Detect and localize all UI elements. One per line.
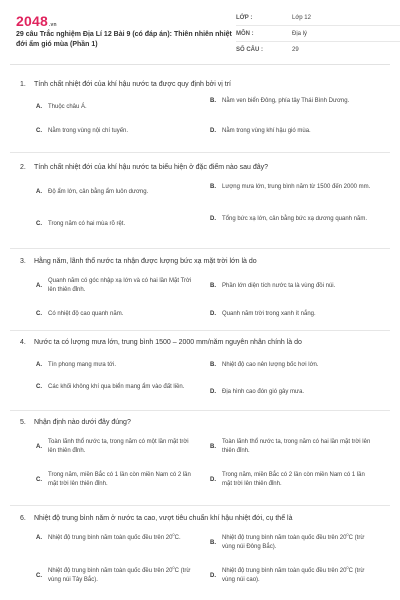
meta-table bbox=[236, 10, 400, 57]
option-text: Nhiệt độ cao nên lượng bốc hơi lớn. bbox=[222, 362, 319, 368]
question-text: Tính chất nhiệt đới của khí hậu nước ta biểu hiện ở đặc điểm nào sau đây? bbox=[34, 164, 269, 171]
degree-superscript: 0 bbox=[172, 565, 175, 570]
option-text bbox=[222, 567, 372, 585]
option-b[interactable] bbox=[210, 97, 372, 106]
option-c[interactable] bbox=[36, 567, 198, 585]
option-text bbox=[48, 567, 198, 585]
option-letter: A. bbox=[36, 189, 42, 195]
option-text-main: Nhiệt độ trung bình năm toàn quốc đều trên 20 bbox=[48, 535, 173, 541]
option-a[interactable] bbox=[36, 438, 198, 456]
option-c[interactable] bbox=[36, 383, 198, 392]
divider bbox=[10, 410, 390, 411]
option-text-main: Nhiệt độ trung bình năm toàn quốc đều trên 20 bbox=[222, 568, 347, 574]
question-number: 5. bbox=[20, 419, 26, 426]
option-text: Có nhiệt độ cao quanh năm. bbox=[48, 311, 124, 317]
option-text: Phần lớn diện tích nước ta là vùng đồi núi. bbox=[222, 283, 336, 289]
option-letter: A. bbox=[36, 282, 42, 289]
option-letter: A. bbox=[36, 535, 42, 541]
question-text: Hằng năm, lãnh thổ nước ta nhận được lượng bức xạ mặt trời lớn là do bbox=[34, 258, 257, 265]
question-3 bbox=[10, 257, 390, 330]
option-letter: C. bbox=[36, 476, 42, 483]
option-text: Toàn lãnh thổ nước ta, trong năm có hai lần mặt trời lên thiên đỉnh. bbox=[222, 439, 371, 454]
option-d[interactable] bbox=[210, 127, 372, 136]
question-text: Tính chất nhiệt đới của khí hậu nước ta được quy định bởi vị trí bbox=[34, 81, 231, 88]
option-letter: D. bbox=[210, 572, 216, 579]
meta-value: Lớp 12 bbox=[292, 14, 311, 21]
meta-value: 29 bbox=[292, 46, 299, 53]
question-2 bbox=[10, 163, 390, 240]
option-c[interactable] bbox=[36, 310, 198, 319]
question-text: Nhận định nào dưới đây đúng? bbox=[34, 419, 131, 426]
option-text: Toàn lãnh thổ nước ta, trong năm có một lần mặt trời lên thiên đỉnh. bbox=[48, 439, 189, 454]
option-letter: D. bbox=[210, 311, 216, 317]
question-number: 1. bbox=[20, 81, 26, 88]
option-text: Trong năm có hai mùa rõ rệt. bbox=[48, 221, 126, 227]
option-text: Thuộc châu Á. bbox=[48, 104, 87, 110]
option-a[interactable] bbox=[36, 188, 198, 197]
option-text: Độ ẩm lớn, cân bằng ẩm luôn dương. bbox=[48, 189, 149, 195]
divider bbox=[10, 330, 390, 331]
meta-label: MÔN : bbox=[236, 30, 254, 37]
option-letter: A. bbox=[36, 104, 42, 110]
meta-label: SỐ CÂU : bbox=[236, 46, 263, 53]
option-text-main: Nhiệt độ trung bình năm toàn quốc đều trên 20 bbox=[48, 568, 173, 574]
option-text: Tín phong mang mưa tới. bbox=[48, 362, 116, 368]
logo-main: 2048 bbox=[16, 13, 48, 29]
option-text: Quanh năm có góc nhập xạ lớn và có hai lần Mặt Trời lên thiên đỉnh. bbox=[48, 278, 192, 293]
option-letter: B. bbox=[210, 98, 216, 104]
option-text bbox=[222, 534, 372, 552]
option-a[interactable] bbox=[36, 277, 198, 295]
divider bbox=[10, 248, 390, 249]
option-letter: B. bbox=[210, 443, 216, 450]
option-a[interactable] bbox=[36, 534, 198, 543]
option-text: Lượng mưa lớn, trung bình năm từ 1500 đến 2000 mm. bbox=[222, 184, 371, 190]
option-d[interactable] bbox=[210, 215, 372, 224]
option-letter: B. bbox=[210, 184, 216, 190]
option-text-tail: C (trừ vùng núi Tây Bắc). bbox=[48, 568, 191, 583]
page-header bbox=[10, 0, 390, 65]
option-d[interactable] bbox=[210, 471, 372, 489]
meta-row-subject bbox=[236, 26, 400, 42]
option-c[interactable] bbox=[36, 220, 198, 229]
degree-superscript: 0 bbox=[346, 532, 349, 537]
degree-superscript: 0 bbox=[172, 532, 175, 537]
option-text: Địa hình cao đón gió gây mưa. bbox=[222, 389, 305, 395]
option-b[interactable] bbox=[210, 438, 372, 456]
divider bbox=[10, 505, 390, 506]
option-c[interactable] bbox=[36, 471, 198, 489]
question-5 bbox=[10, 418, 390, 501]
option-a[interactable] bbox=[36, 103, 198, 112]
option-letter: A. bbox=[36, 443, 42, 450]
option-text: Nằm ven biển Đông, phía tây Thái Bình Dương. bbox=[222, 98, 350, 104]
question-number: 2. bbox=[20, 164, 26, 171]
option-letter: D. bbox=[210, 128, 216, 134]
question-6 bbox=[10, 514, 390, 597]
option-b[interactable] bbox=[210, 282, 372, 291]
option-text: Nằm trong vùng nội chí tuyến. bbox=[48, 128, 129, 134]
option-b[interactable] bbox=[210, 361, 372, 370]
option-text-tail: C (trừ vùng núi Đông Bắc). bbox=[222, 535, 365, 550]
question-1 bbox=[10, 80, 390, 137]
question-number: 4. bbox=[20, 339, 26, 346]
option-letter: D. bbox=[210, 389, 216, 395]
option-text-tail: C (trừ vùng núi cao). bbox=[222, 568, 365, 583]
option-text: Nằm trong vùng khí hậu gió mùa. bbox=[222, 128, 311, 134]
option-text-tail: C. bbox=[174, 535, 181, 541]
site-logo[interactable] bbox=[16, 13, 57, 29]
meta-row-class bbox=[236, 10, 400, 26]
degree-superscript: 0 bbox=[346, 565, 349, 570]
option-letter: C. bbox=[36, 311, 42, 317]
meta-label: LỚP : bbox=[236, 14, 253, 21]
meta-value: Địa lý bbox=[292, 30, 308, 37]
question-number: 6. bbox=[20, 515, 26, 522]
option-text bbox=[48, 534, 198, 543]
option-a[interactable] bbox=[36, 361, 198, 370]
option-letter: A. bbox=[36, 362, 42, 368]
option-text: Trong năm, miền Bắc có 1 lần còn miền Nam có 2 lần mặt trời lên thiên đỉnh. bbox=[48, 472, 191, 487]
meta-row-count bbox=[236, 42, 400, 57]
option-b[interactable] bbox=[210, 183, 372, 192]
divider bbox=[10, 152, 390, 153]
option-letter: C. bbox=[36, 128, 42, 134]
option-d[interactable] bbox=[210, 310, 372, 319]
option-c[interactable] bbox=[36, 127, 198, 136]
option-b[interactable] bbox=[210, 534, 372, 552]
option-text: Trong năm, miền Bắc có 2 lần còn miền Nam có 1 lần mặt trời lên thiên đỉnh. bbox=[222, 472, 365, 487]
document-title: 29 câu Trắc nghiệm Địa Lí 12 Bài 9 (có đáp án): Thiên nhiên nhiệt đới ẩm gió mùa (Phần 1) bbox=[16, 31, 232, 48]
option-letter: B. bbox=[210, 539, 216, 546]
option-letter: D. bbox=[210, 476, 216, 483]
option-text: Các khối không khí qua biển mang ẩm vào đất liền. bbox=[48, 384, 185, 390]
question-text: Nước ta có lượng mưa lớn, trung bình 1500 – 2000 mm/năm nguyên nhân chính là do bbox=[34, 339, 302, 346]
option-letter: B. bbox=[210, 362, 216, 368]
option-text: Tổng bức xạ lớn, cân bằng bức xạ dương quanh năm. bbox=[222, 216, 368, 222]
option-letter: C. bbox=[36, 221, 42, 227]
option-letter: C. bbox=[36, 572, 42, 579]
question-4 bbox=[10, 338, 390, 411]
option-text-main: Nhiệt độ trung bình năm toàn quốc đều trên 20 bbox=[222, 535, 347, 541]
option-d[interactable] bbox=[210, 388, 372, 397]
option-letter: C. bbox=[36, 384, 42, 390]
option-letter: B. bbox=[210, 283, 216, 289]
question-number: 3. bbox=[20, 258, 26, 265]
option-text: Quanh năm trời trong xanh ít nắng. bbox=[222, 311, 316, 317]
question-text: Nhiệt độ trung bình năm ở nước ta cao, vượt tiêu chuẩn khí hậu nhiệt đới, cụ thể là bbox=[34, 515, 293, 522]
option-d[interactable] bbox=[210, 567, 372, 585]
option-letter: D. bbox=[210, 216, 216, 222]
logo-suffix: .vn bbox=[48, 22, 57, 28]
